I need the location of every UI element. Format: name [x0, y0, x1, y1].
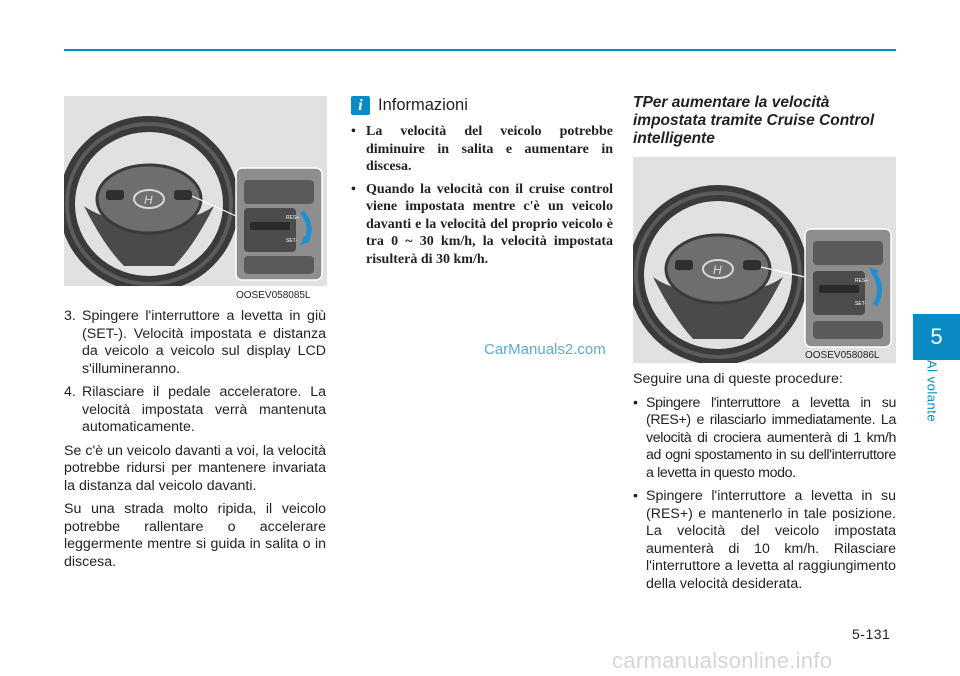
watermark-link[interactable]: CarManuals2.com	[484, 341, 606, 358]
info-list	[351, 123, 613, 273]
procedure-list	[633, 395, 896, 594]
procedure-item-text: Spingere l'interruttore a levetta in su (RES+) e mantenerlo in tale posizione. La velocità del veicolo impostata aumenterà di 10 km/h. Rilasciare l'interruttore a levetta al raggiungimento della velocità desiderata.	[646, 488, 896, 592]
section-title: TPer aumentare la velocità impostata tramite Cruise Control intelligente	[633, 94, 875, 147]
step-text: Spingere l'interruttore a levetta in giù (SET-). Velocità impostata e distanza da veicolo a veicolo sul display LCD s'illumineranno.	[82, 308, 326, 377]
header-rule	[64, 49, 896, 51]
step-text: Rilasciare il pedale acceleratore. La velocità impostata verrà mantenuta automaticamente.	[82, 384, 326, 435]
paragraph: Su una strada molto ripida, il veicolo potrebbe rallentare o accelerare leggermente mentre si guida in salita o in discesa.	[64, 501, 326, 570]
bullet-icon: •	[633, 488, 638, 504]
info-item	[351, 181, 613, 269]
switch-label-res: RES+	[286, 215, 300, 221]
steering-wheel-figure-res	[633, 157, 896, 363]
svg-text:H: H	[144, 193, 153, 207]
step-3	[64, 308, 326, 378]
step-number: 4.	[64, 384, 76, 400]
procedure-item	[633, 395, 896, 483]
procedure-item	[633, 488, 896, 593]
bullet-icon: •	[633, 394, 638, 411]
step-number: 3.	[64, 308, 76, 324]
step-4	[64, 384, 326, 437]
info-item	[351, 123, 613, 176]
info-header	[351, 96, 468, 115]
chapter-label: Al volante	[924, 360, 940, 423]
right-column-text	[633, 371, 896, 599]
left-column-text	[64, 308, 326, 577]
info-item-text: Quando la velocità con il cruise control viene impostata mentre c'è un veicolo davanti e la velocità del proprio veicolo è tra 0 ~ 30 km/h, la velocità impostata risulterà di 30 km/h.	[366, 181, 613, 267]
switch-label-res: RES+	[855, 278, 869, 284]
procedure-item-text: Spingere l'interruttore a levetta in su (RES+) e rilasciarlo immediatamente. La velocità di crociera aumenterà di 1 km/h ad ogni spostamento in su dell'interruttore a levetta in questo modo.	[646, 394, 896, 481]
figure-caption: OOSEV058086L	[805, 350, 880, 361]
info-item-text: La velocità del veicolo potrebbe diminuire in salita e aumentare in discesa.	[366, 124, 613, 174]
info-title: Informazioni	[378, 96, 468, 114]
bullet-icon: •	[351, 181, 356, 197]
bullet-icon: •	[351, 124, 356, 139]
page-number: 5-131	[852, 626, 891, 642]
paragraph: Se c'è un veicolo davanti a voi, la velocità potrebbe ridursi per mantenere invariata la distanza dal veicolo davanti.	[64, 442, 326, 494]
info-icon: i	[351, 96, 370, 115]
procedure-intro: Seguire una di queste procedure:	[633, 371, 843, 387]
figure-caption: OOSEV058085L	[236, 290, 311, 301]
svg-text:H: H	[713, 263, 722, 277]
switch-label-set: SET-	[855, 301, 867, 307]
steering-wheel-figure-set	[64, 96, 327, 286]
chapter-tab: 5	[913, 314, 960, 360]
switch-label-set: SET-	[286, 238, 298, 244]
site-watermark: carmanualsonline.info	[612, 648, 833, 673]
